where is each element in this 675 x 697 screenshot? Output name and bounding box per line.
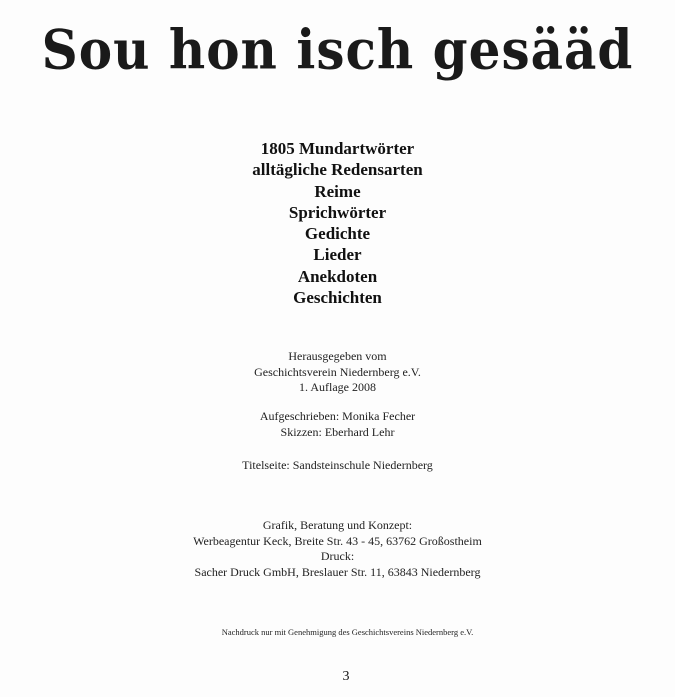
- production-block: [0, 518, 675, 580]
- publisher-name: Geschichtsverein Niedernberg e.V.: [254, 364, 421, 379]
- book-title: Sou hon isch gesääd: [41, 17, 634, 82]
- graphics-label: Grafik, Beratung und Konzept:: [262, 518, 413, 532]
- sketches-credit: Skizzen: Eberhard Lehr: [280, 424, 395, 439]
- topics-list: [0, 138, 675, 308]
- credits-block: [0, 409, 675, 440]
- topic-item: Sprichwörter: [288, 202, 387, 222]
- topic-item: Lieder: [313, 245, 362, 265]
- topic-item: 1805 Mundartwörter: [260, 139, 415, 158]
- topic-item: Gedichte: [304, 224, 371, 244]
- cover-credit-block: [0, 458, 675, 474]
- page-number: 3: [342, 669, 350, 684]
- cover-credit: Titelseite: Sandsteinschule Niedernberg: [242, 458, 433, 472]
- print-label: Druck:: [320, 549, 355, 563]
- topic-item: Reime: [314, 181, 361, 201]
- publisher-line: Herausgegeben vom: [288, 349, 387, 363]
- print-company: Sacher Druck GmbH, Breslauer Str. 11, 63843 Niedernberg: [194, 564, 481, 579]
- edition-line: 1. Auflage 2008: [299, 380, 376, 394]
- publisher-block: [0, 349, 675, 396]
- copyright-notice: Nachdruck nur mit Genehmigung des Geschichtsvereins Niedernberg e.V.: [221, 627, 474, 637]
- topic-item: Geschichten: [293, 288, 382, 308]
- topic-item: Anekdoten: [297, 266, 378, 286]
- graphics-agency: Werbeagentur Keck, Breite Str. 43 - 45, 63762 Großostheim: [193, 533, 482, 548]
- topic-item: alltägliche Redensarten: [252, 160, 423, 180]
- author-credit: Aufgeschrieben: Monika Fecher: [259, 409, 416, 423]
